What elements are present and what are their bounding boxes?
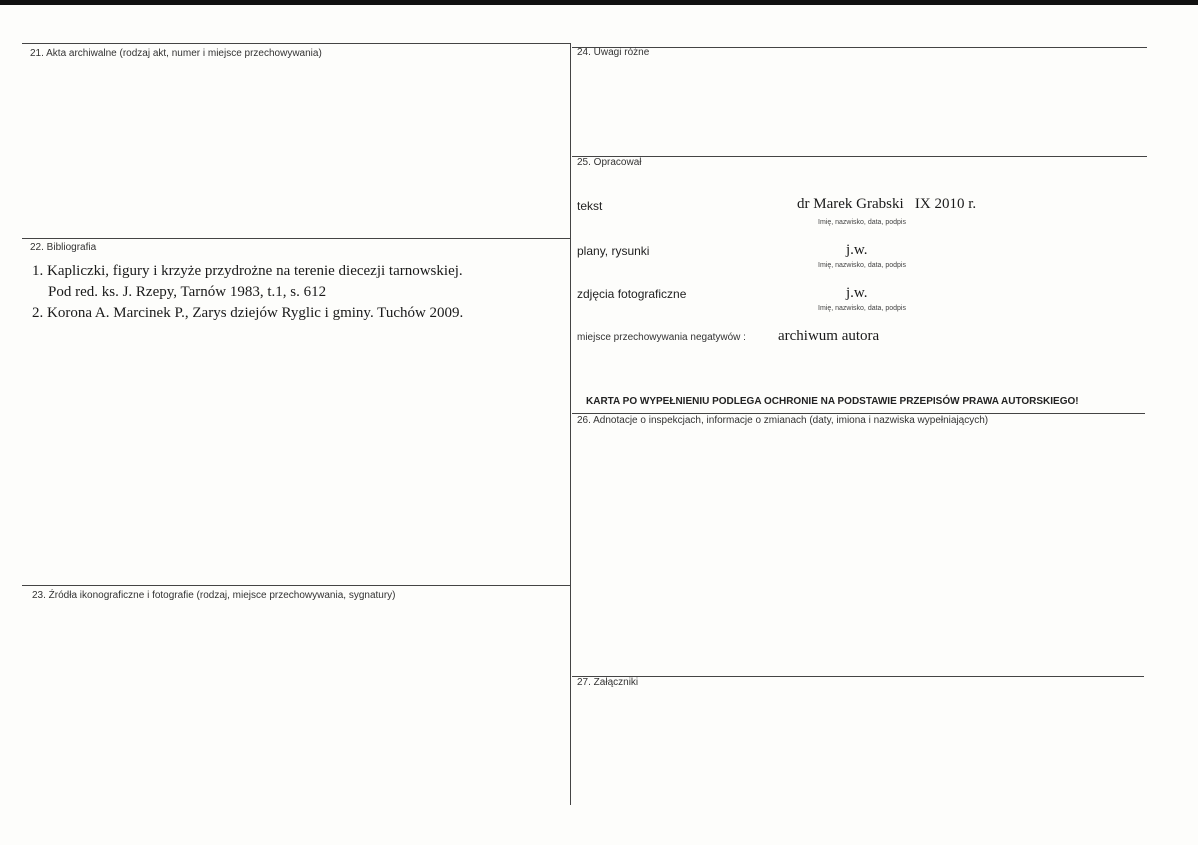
tekst-label: tekst <box>577 199 603 213</box>
bibliography-entry-2: 2. Korona A. Marcinek P., Zarys dziejów Ryglic i gminy. Tuchów 2009. <box>32 305 464 321</box>
section-22-heading: 22. Bibliografia <box>30 242 97 253</box>
copyright-notice: KARTA PO WYPEŁNIENIU PODLEGA OCHRONIE NA PODSTAWIE PRZEPISÓW PRAWA AUTORSKIEGO! <box>586 396 1079 407</box>
section-26-heading: 26. Adnotacje o inspekcjach, informacje o zmianach (daty, imiona i nazwiska wypełniających) <box>577 415 989 426</box>
rule-26-top <box>572 413 1145 414</box>
bibliography-entry-1: 1. Kapliczki, figury i krzyże przydrożne na terenie diecezji tarnowskiej. <box>32 263 463 279</box>
negatywy-value: archiwum autora <box>778 328 880 344</box>
rule-27-top <box>572 676 1144 677</box>
bibliography-entry-1-cont: Pod red. ks. J. Rzepy, Tarnów 1983, t.1, s. 612 <box>48 284 327 300</box>
zdjecia-caption: Imię, nazwisko, data, podpis <box>818 305 906 312</box>
plany-caption: Imię, nazwisko, data, podpis <box>818 262 906 269</box>
rule-22-top <box>22 238 570 239</box>
rule-21-top <box>22 43 570 44</box>
section-27-heading: 27. Załączniki <box>577 677 639 688</box>
center-divider <box>570 43 571 805</box>
section-23-heading: 23. Źródła ikonograficzne i fotografie (rodzaj, miejsce przechowywania, sygnatury) <box>32 590 396 601</box>
tekst-caption: Imię, nazwisko, data, podpis <box>818 219 906 226</box>
zdjecia-value: j.w. <box>846 285 868 301</box>
zdjecia-label: zdjęcia fotograficzne <box>577 287 687 301</box>
section-21-heading: 21. Akta archiwalne (rodzaj akt, numer i miejsce przechowywania) <box>30 48 322 59</box>
section-25-heading: 25. Opracował <box>577 157 642 168</box>
negatywy-label: miejsce przechowywania negatywów : <box>577 332 746 343</box>
scan-top-edge <box>0 0 1198 5</box>
rule-24-top <box>572 47 1147 48</box>
tekst-value: dr Marek Grabski IX 2010 r. <box>797 196 977 212</box>
rule-25-top <box>572 156 1147 157</box>
section-24-heading: 24. Uwagi różne <box>577 47 650 58</box>
plany-label: plany, rysunki <box>577 244 650 258</box>
plany-value: j.w. <box>846 242 868 258</box>
rule-23-top <box>22 585 570 586</box>
